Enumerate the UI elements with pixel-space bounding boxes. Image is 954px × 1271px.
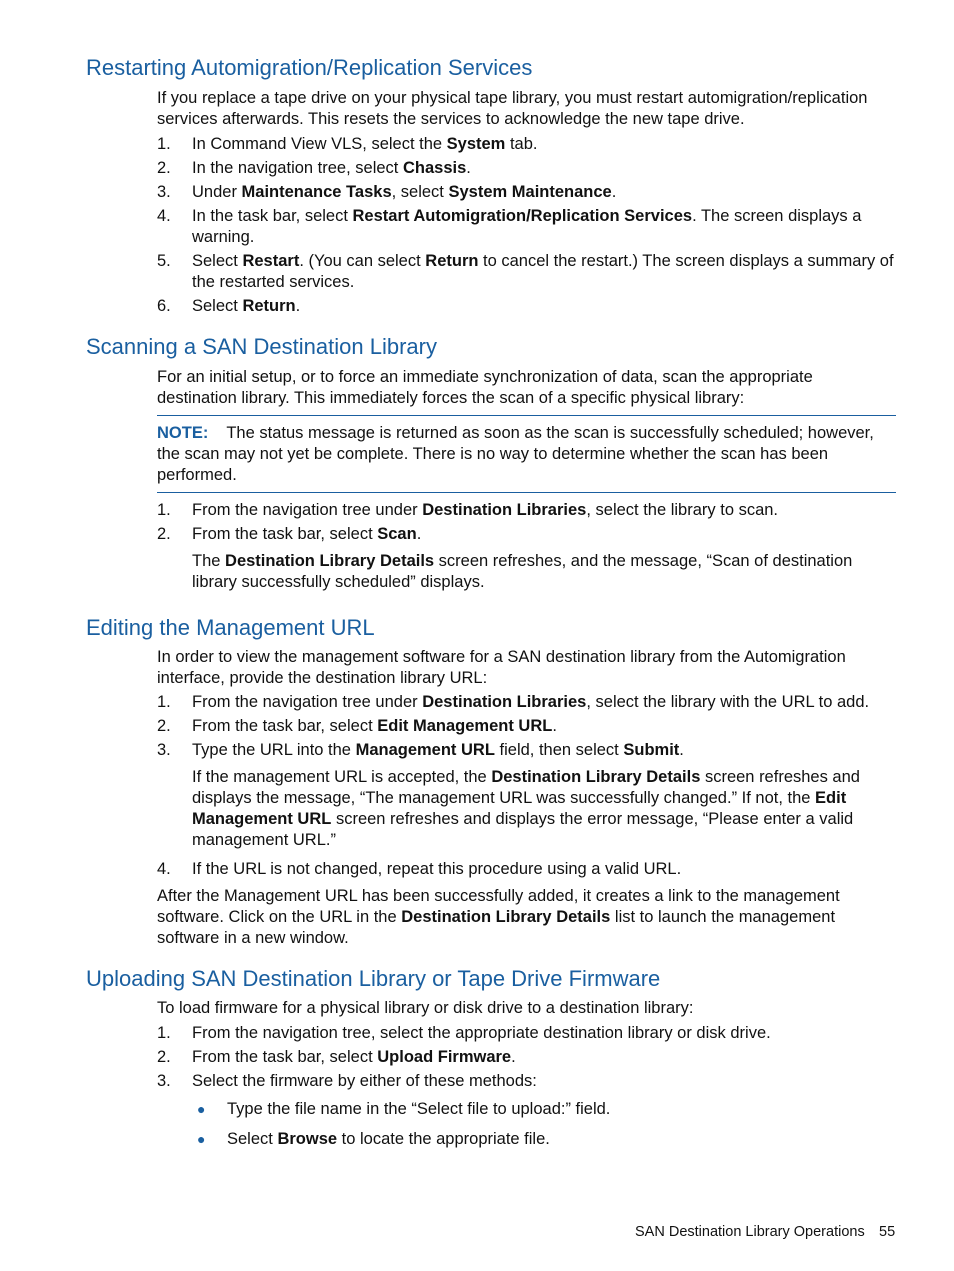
heading-uploading-firmware: Uploading SAN Destination Library or Tape Drive Firmware bbox=[86, 966, 661, 991]
edit-result: If the management URL is accepted, the Destination Library Details screen refreshes and displays the message, “The management URL was successfully changed.” If not, the Edit Management URL screen refreshes and displays the error message, “Please enter a valid management URL.” bbox=[192, 768, 860, 849]
edit-intro: In order to view the management software for a SAN destination library from the Automigration interface, provide the destination library URL: bbox=[157, 648, 846, 687]
note-text: The status message is returned as soon as the scan is successfully scheduled; however, the scan may not yet be complete. There is no way to determine whether the scan has been performed. bbox=[157, 424, 874, 484]
page-number: 55 bbox=[879, 1224, 896, 1240]
note-box bbox=[157, 423, 896, 486]
document-page: Restarting Automigration/Replication Services If you replace a tape drive on your physical tape library, you must restart automigration/replication services afterwards. This resets the services to acknowledge the new tape drive. 1. In Command View VLS, select the System tab. 2. In the navigation tree, select Chassis. 3. Under Maintenance Tasks, select System Maintenance. 4. In the task bar, select Restart Automigration/Replication Services. The screen displays a warning. 5. Select Restart. (You can select Return to cancel the restart.) The screen displays a summary of the restarted services. 6. Select Return. Scanning a SAN Destination Library For an initial setup, or to force an immediate synchronization of data, scan the appropriate destination library. This immediately forces the scan of a specific physical library: NOTE: The status message is returned as soon as the scan is successfully scheduled; however, the scan may not yet be complete. There is no way to determine whether the scan has been performed. 1. From the navigation tree under Destination Libraries, select the library to scan. 2. From the task bar, select Scan. The Destination Library Details screen refreshes, and the message, “Scan of destination library successfully scheduled” displays. Editing the Management URL In order to view the management software for a SAN destination library from the Automigration interface, provide the destination library URL: 1. From the navigation tree under Destination Libraries, select the library with the URL to add. 2. From the task bar, select Edit Management URL. 3. Type the URL into the Management URL field, then select Submit. If the management URL is accepted, the Destination Library Details screen refreshes and displays the message, “The management URL was successfully changed.” If not, the Edit Management URL screen refreshes and displays the error message, “Please enter a valid management URL.” 4. If the URL is not changed, repeat this procedure using a valid URL. After the Management URL has been successfully added, it creates a link to the management software. Click on the URL in the Destination Library Details list to launch the management software in a new window. Uploading SAN Destination Library or Tape Drive Firmware To load firmware for a physical library or disk drive to a destination library: 1. From the navigation tree, select the appropriate destination library or disk drive. 2. From the task bar, select Upload Firmware. 3. Select the firmware by either of these methods: ● Type the file name in the “Select file to upload:” field. ● Select Browse to locate the appropriate file. SAN Destination Library Operations 55 bbox=[86, 55, 896, 1240]
heading-restarting-services: Restarting Automigration/Replication Services bbox=[86, 55, 533, 80]
heading-scanning-library: Scanning a SAN Destination Library bbox=[86, 334, 437, 359]
edit-outro: After the Management URL has been successfully added, it creates a link to the management software. Click on the URL in the Destination Library Details list to launch the management software in a new window. bbox=[157, 887, 840, 947]
heading-editing-url: Editing the Management URL bbox=[86, 615, 375, 640]
footer-title: SAN Destination Library Operations bbox=[635, 1224, 865, 1240]
restart-intro: If you replace a tape drive on your physical tape library, you must restart automigration/replication services afterwards. This resets the services to acknowledge the new tape drive. bbox=[157, 89, 868, 128]
note-bottom-rule bbox=[157, 492, 896, 493]
note-label: NOTE: bbox=[157, 424, 209, 442]
scan-intro: For an initial setup, or to force an immediate synchronization of data, scan the appropriate destination library. This immediately forces the scan of a specific physical library: bbox=[157, 368, 813, 407]
upload-intro: To load firmware for a physical library or disk drive to a destination library: bbox=[157, 999, 694, 1017]
scan-result: The Destination Library Details screen refreshes, and the message, “Scan of destination library successfully scheduled” displays. bbox=[192, 552, 853, 591]
note-top-rule bbox=[157, 415, 896, 416]
bullet-icon: ● bbox=[197, 1131, 206, 1147]
bullet-icon: ● bbox=[197, 1101, 206, 1117]
